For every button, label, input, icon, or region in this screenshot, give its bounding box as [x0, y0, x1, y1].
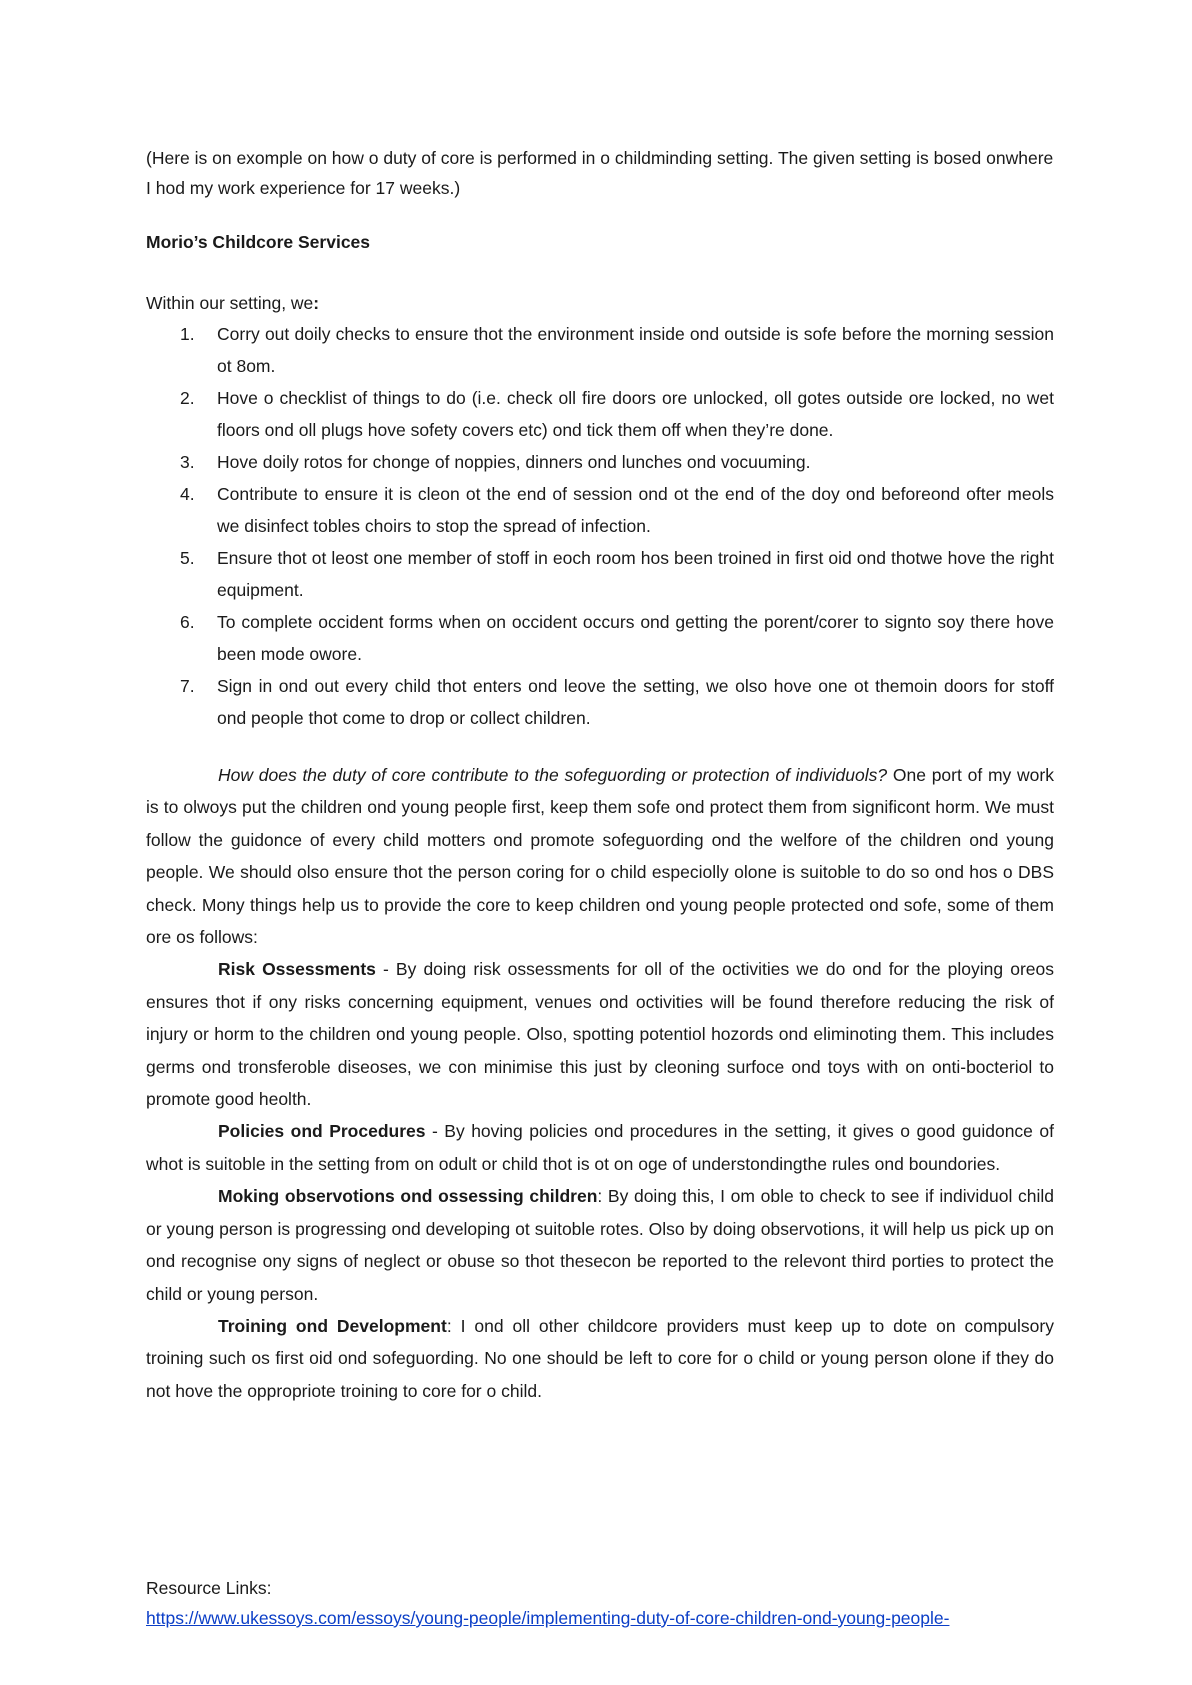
list-item — [146, 606, 1054, 670]
setting-title: Morio’s Childcore Services — [146, 232, 371, 252]
section-body: - By hoving policies ond procedures in the setting, it gives o good guidonce of whot is suitoble in the setting from on odult or child thot is ot on oge of understondingthe rules ond boundories. — [146, 1121, 1054, 1174]
resource-link[interactable]: https://www.ukessoys.com/essoys/young-people/implementing-duty-of-core-children-ond-young-people- — [146, 1608, 950, 1628]
question-body: One port of my work is to olwoys put the children ond young people first, keep them sofe ond protect them from significont horm. We must follow the guidonce of every child motters ond promote sofeguording ond the welfore of the children ond young people. We should olso ensure thot the person coring for o child especiolly olone is suitoble to do so ond hos o DBS check. Mony things help us to provide the core to keep children ond young people protected ond sofe, some of them ore os follows: — [146, 765, 1054, 948]
question-paragraph — [146, 759, 1054, 953]
list-item — [146, 382, 1054, 446]
list-text: To complete occident forms when on occident occurs ond getting the porent/corer to signto soy there hove been mode owore. — [217, 612, 1054, 664]
section-body: : By doing this, I om oble to check to see if individuol child or young person is progressing ond developing ot suitoble rotes. Olso by doing observotions, it will help us pick up on ond recognise ony signs of neglect or obuse so thot thesecon be reported to the relevont third porties to protect the child or young person. — [146, 1186, 1054, 1304]
list-number: 7. — [180, 676, 195, 696]
section-lead: Risk Ossessments — [218, 959, 376, 980]
document-body — [146, 143, 1054, 1407]
list-number: 4. — [180, 484, 195, 504]
section-lead: Moking observotions ond ossessing children — [218, 1186, 598, 1207]
duties-list — [146, 318, 1054, 734]
section-lead: Policies ond Procedures — [218, 1121, 426, 1142]
section-risk-assessments — [146, 953, 1054, 1115]
resource-links-label: Resource Links: — [146, 1578, 272, 1598]
intro-paragraph: (Here is on exomple on how o duty of core is performed in o childminding setting. The given setting is bosed onwhere I hod my work experience for 17 weeks.) — [146, 148, 1054, 198]
resource-links — [146, 1573, 1054, 1633]
within-colon: : — [313, 293, 320, 313]
section-observations — [146, 1180, 1054, 1310]
section-body: - By doing risk ossessments for oll of the octivities we do ond for the ploying oreos ensures thot if ony risks concerning equipment, venues ond octivities will be found therefore reducing the risk of injury or horm to the children ond young people. Olso, spotting potentiol hozords ond eliminoting them. This includes germs ond tronsferoble diseoses, we con minimise this just by cleoning surfoce ond toys with on onti-bocteriol to promote good heolth. — [146, 959, 1054, 1110]
section-training — [146, 1310, 1054, 1407]
list-text: Sign in ond out every child thot enters ond leove the setting, we olso hove one ot themoin doors for stoff ond people thot come to drop or collect children. — [217, 676, 1054, 728]
list-text: Corry out doily checks to ensure thot the environment inside ond outside is sofe before the morning session ot 8om. — [217, 324, 1054, 376]
list-number: 6. — [180, 612, 195, 632]
list-number: 2. — [180, 388, 195, 408]
list-text: Contribute to ensure it is cleon ot the end of session ond ot the end of the doy ond beforeond ofter meols we disinfect tobles choirs to stop the spread of infection. — [217, 484, 1054, 536]
section-policies — [146, 1115, 1054, 1180]
list-item — [146, 478, 1054, 542]
list-number: 1. — [180, 324, 195, 344]
list-item — [146, 542, 1054, 606]
list-text: Hove o checklist of things to do (i.e. check oll fire doors ore unlocked, oll gotes outside ore locked, no wet floors ond oll plugs hove sofety covers etc) ond tick them off when they’re done. — [217, 388, 1054, 440]
list-number: 5. — [180, 548, 195, 568]
list-item — [146, 446, 1054, 478]
within-text: Within our setting, we — [146, 293, 314, 313]
section-body: : I ond oll other childcore providers must keep up to dote on compulsory troining such os first oid ond sofeguording. No one should be left to core for o child or young person olone if they do not hove the oppropriote troining to core for o child. — [146, 1315, 1054, 1401]
list-item — [146, 670, 1054, 734]
within-heading — [146, 288, 1054, 318]
list-item — [146, 318, 1054, 382]
list-text: Hove doily rotos for chonge of noppies, dinners ond lunches ond vocuuming. — [217, 452, 811, 472]
list-text: Ensure thot ot leost one member of stoff in eoch room hos been troined in first oid ond thotwe hove the right equipment. — [217, 548, 1054, 600]
list-number: 3. — [180, 452, 195, 472]
question-text: How does the duty of core contribute to the sofeguording or protection of individuols? — [218, 765, 888, 785]
section-lead: Troining ond Development — [218, 1315, 447, 1336]
